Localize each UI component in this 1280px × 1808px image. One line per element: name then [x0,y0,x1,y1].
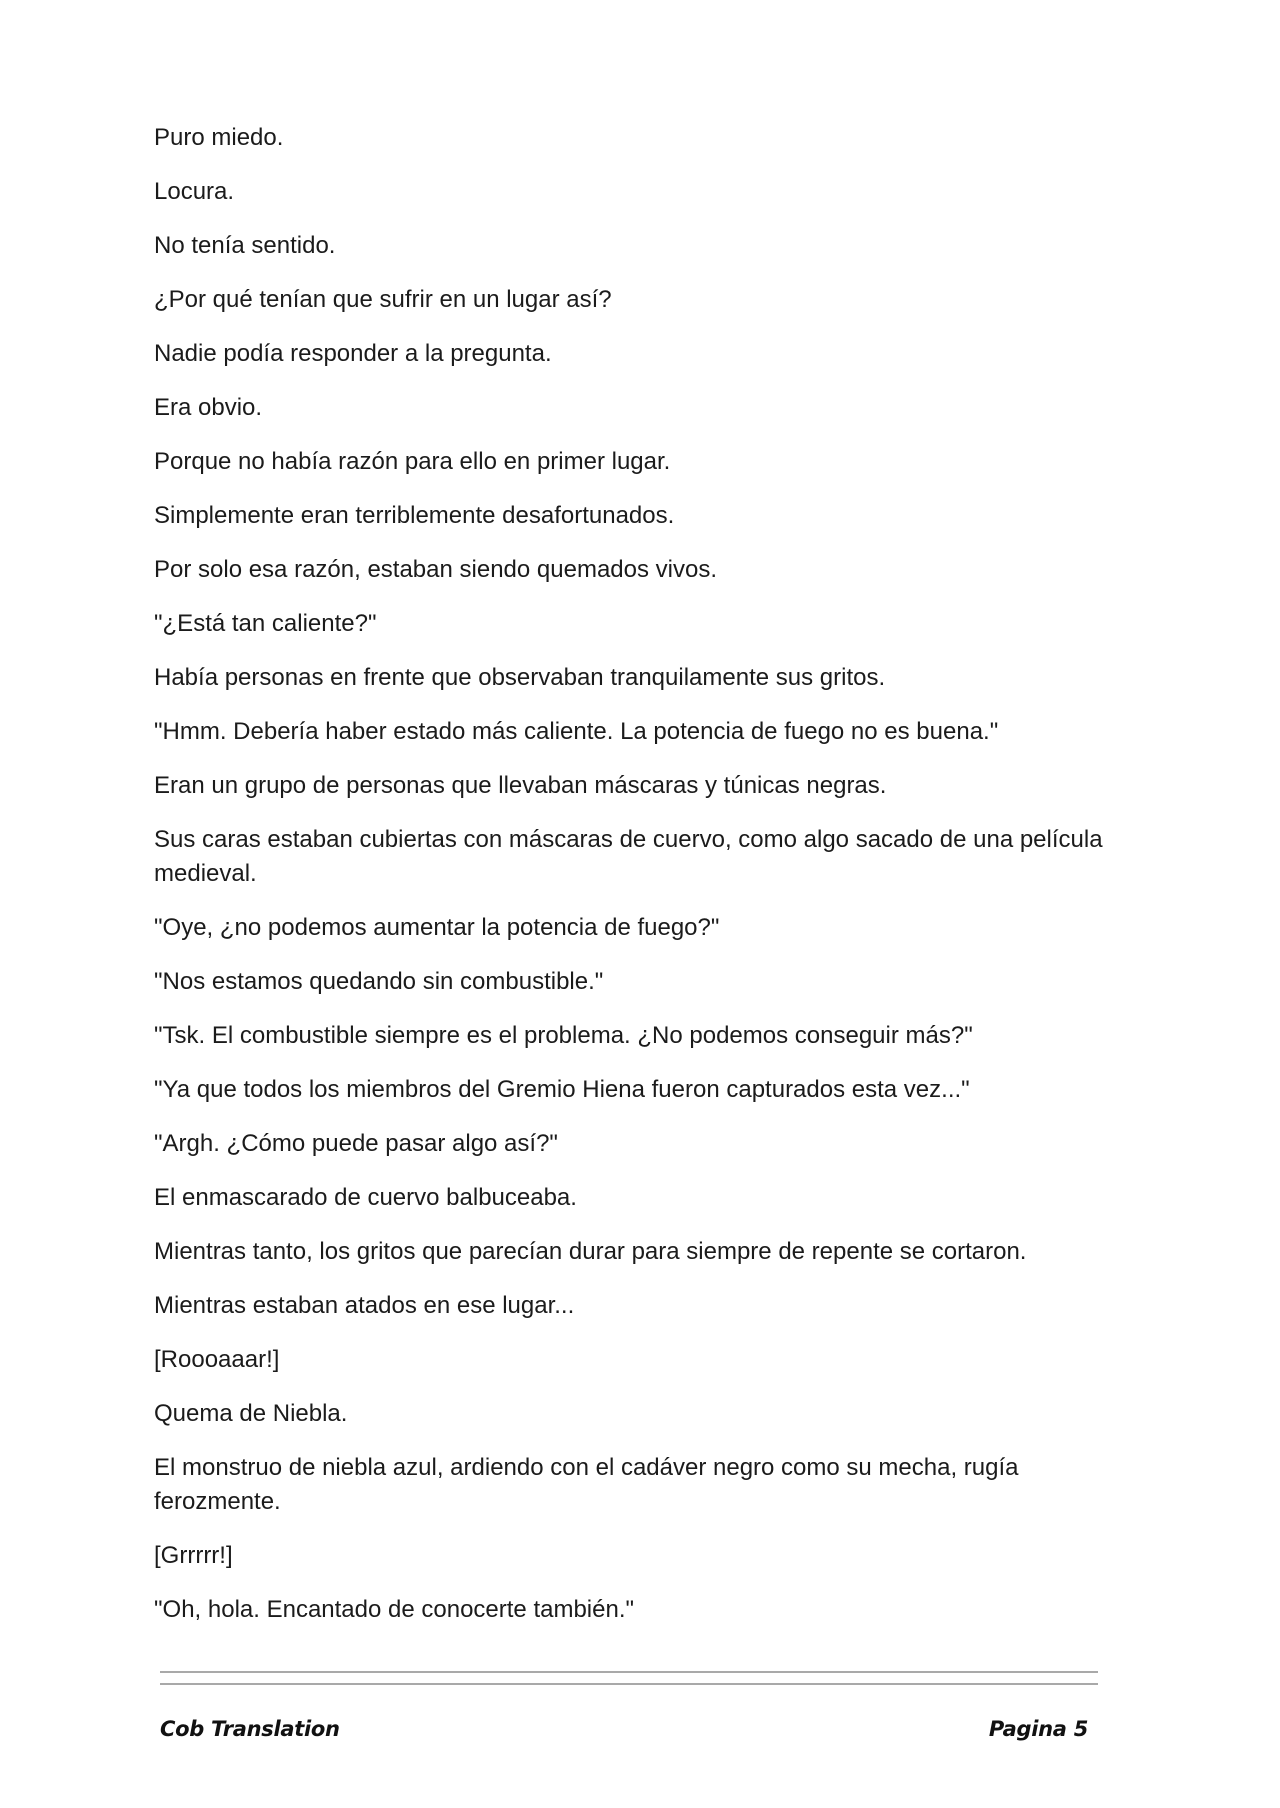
paragraph: Puro miedo. [154,124,284,151]
paragraph: Sus caras estaban cubiertas con máscaras de cuervo, como algo sacado de una película medieval. [154,826,1103,887]
paragraph: El enmascarado de cuervo balbuceaba. [154,1184,577,1211]
paragraph: No tenía sentido. [154,232,336,259]
paragraph: "Ya que todos los miembros del Gremio Hiena fueron capturados esta vez..." [154,1076,970,1103]
paragraph: "Tsk. El combustible siempre es el problema. ¿No podemos conseguir más?" [154,1022,973,1049]
paragraph: "Argh. ¿Cómo puede pasar algo así?" [154,1130,558,1157]
paragraph: "Hmm. Debería haber estado más caliente. La potencia de fuego no es buena." [154,718,999,745]
paragraph: ¿Por qué tenían que sufrir en un lugar así? [154,286,612,313]
paragraph: Eran un grupo de personas que llevaban máscaras y túnicas negras. [154,772,887,799]
paragraph: "Oh, hola. Encantado de conocerte también." [154,1596,635,1623]
paragraph: "Nos estamos quedando sin combustible." [154,968,604,995]
paragraph: Mientras tanto, los gritos que parecían durar para siempre de repente se cortaron. [154,1238,1027,1265]
paragraph: Locura. [154,178,235,205]
paragraph: Había personas en frente que observaban tranquilamente sus gritos. [154,664,886,691]
footer-credit: Cob Translation [160,1717,340,1741]
paragraph: "¿Está tan caliente?" [154,610,377,637]
footer-divider-bottom [160,1683,1098,1685]
paragraph: Mientras estaban atados en ese lugar... [154,1292,575,1319]
paragraph: El monstruo de niebla azul, ardiendo con el cadáver negro como su mecha, rugía ferozmente. [154,1454,1019,1515]
page-number: Pagina 5 [988,1717,1088,1741]
paragraph: Era obvio. [154,394,263,421]
paragraph: Porque no había razón para ello en primer lugar. [154,448,671,475]
page-body [154,121,1134,1647]
footer-divider-top [160,1671,1098,1673]
paragraph: Quema de Niebla. [154,1400,348,1427]
paragraph: Por solo esa razón, estaban siendo quemados vivos. [154,556,718,583]
paragraph: [Roooaaar!] [154,1346,280,1373]
paragraph: "Oye, ¿no podemos aumentar la potencia de fuego?" [154,914,720,941]
paragraph: [Grrrrr!] [154,1542,233,1569]
paragraph: Nadie podía responder a la pregunta. [154,340,552,367]
paragraph: Simplemente eran terriblemente desafortunados. [154,502,675,529]
